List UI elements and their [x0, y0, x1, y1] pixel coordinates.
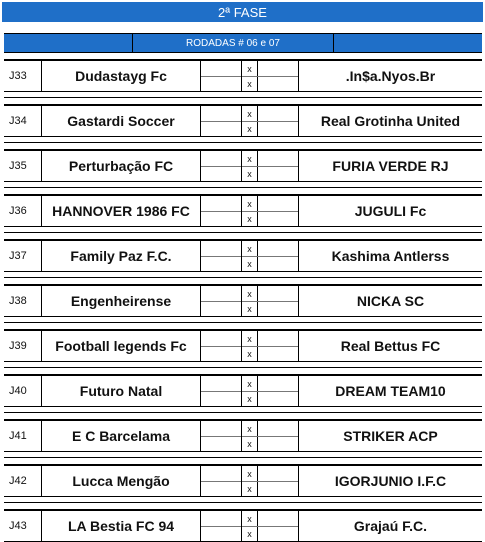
away-score-cell[interactable]: [257, 241, 298, 271]
match-code: J37: [4, 241, 42, 271]
match-code: J35: [4, 151, 42, 181]
versus-cell: [241, 106, 258, 136]
versus-mark: x: [247, 513, 252, 524]
home-score-cell[interactable]: [201, 151, 241, 181]
row-spacer: [4, 232, 482, 240]
versus-mark: x: [247, 168, 252, 179]
match-code: J39: [4, 331, 42, 361]
match-row: [4, 277, 482, 315]
versus-cell: [241, 286, 258, 316]
match-row: [4, 457, 482, 495]
match-line: [4, 105, 482, 137]
away-score-cell[interactable]: [257, 376, 298, 406]
away-team: .In$a.Nyos.Br: [298, 61, 482, 91]
versus-mark: x: [247, 108, 252, 119]
versus-mark: x: [247, 258, 252, 269]
match-line: [4, 375, 482, 407]
versus-mark: x: [247, 483, 252, 494]
match-row: [4, 97, 482, 135]
home-score-cell[interactable]: [201, 421, 241, 451]
versus-mark: x: [247, 123, 252, 134]
versus-mark: x: [247, 528, 252, 539]
home-team: Lucca Mengão: [42, 466, 201, 496]
match-line: [4, 195, 482, 227]
home-team: Family Paz F.C.: [42, 241, 201, 271]
row-spacer: [4, 52, 482, 60]
versus-mark: x: [247, 438, 252, 449]
away-team: FURIA VERDE RJ: [298, 151, 482, 181]
versus-mark: x: [247, 288, 252, 299]
match-code: J43: [4, 511, 42, 541]
home-team: Engenheirense: [42, 286, 201, 316]
match-row: [4, 52, 482, 90]
versus-mark: x: [247, 423, 252, 434]
match-line: [4, 330, 482, 362]
versus-mark: x: [247, 78, 252, 89]
row-spacer: [4, 142, 482, 150]
row-spacer: [4, 457, 482, 465]
away-score-cell[interactable]: [257, 106, 298, 136]
versus-mark: x: [247, 333, 252, 344]
row-spacer: [4, 502, 482, 510]
home-team: Perturbação FC: [42, 151, 201, 181]
match-line: [4, 510, 482, 542]
away-score-cell[interactable]: [257, 466, 298, 496]
match-code: J40: [4, 376, 42, 406]
home-score-cell[interactable]: [201, 511, 241, 541]
versus-cell: [241, 61, 258, 91]
versus-cell: [241, 421, 258, 451]
match-code: J42: [4, 466, 42, 496]
away-team: IGORJUNIO I.F.C: [298, 466, 482, 496]
rounds-label: RODADAS # 06 e 07: [132, 34, 334, 53]
match-line: [4, 285, 482, 317]
home-team: Futuro Natal: [42, 376, 201, 406]
versus-mark: x: [247, 63, 252, 74]
home-score-cell[interactable]: [201, 466, 241, 496]
match-row: [4, 412, 482, 450]
versus-mark: x: [247, 303, 252, 314]
away-team: DREAM TEAM10: [298, 376, 482, 406]
home-team: Gastardi Soccer: [42, 106, 201, 136]
match-code: J38: [4, 286, 42, 316]
home-score-cell[interactable]: [201, 106, 241, 136]
away-score-cell[interactable]: [257, 286, 298, 316]
versus-cell: [241, 376, 258, 406]
versus-mark: x: [247, 468, 252, 479]
versus-mark: x: [247, 348, 252, 359]
match-row: [4, 232, 482, 270]
home-score-cell[interactable]: [201, 61, 241, 91]
versus-mark: x: [247, 198, 252, 209]
versus-cell: [241, 196, 258, 226]
match-line: [4, 60, 482, 92]
match-row: [4, 367, 482, 405]
versus-mark: x: [247, 378, 252, 389]
round-header: [4, 33, 482, 54]
away-score-cell[interactable]: [257, 196, 298, 226]
match-line: [4, 150, 482, 182]
versus-cell: [241, 241, 258, 271]
home-score-cell[interactable]: [201, 241, 241, 271]
match-code: J33: [4, 61, 42, 91]
match-line: [4, 465, 482, 497]
home-score-cell[interactable]: [201, 286, 241, 316]
match-row: [4, 187, 482, 225]
away-team: Real Bettus FC: [298, 331, 482, 361]
match-row: [4, 142, 482, 180]
away-score-cell[interactable]: [257, 511, 298, 541]
row-spacer: [4, 277, 482, 285]
versus-cell: [241, 511, 258, 541]
match-code: J36: [4, 196, 42, 226]
row-spacer: [4, 367, 482, 375]
away-team: Grajaú F.C.: [298, 511, 482, 541]
home-score-cell[interactable]: [201, 331, 241, 361]
home-team: Dudastayg Fc: [42, 61, 201, 91]
row-spacer: [4, 322, 482, 330]
away-score-cell[interactable]: [257, 421, 298, 451]
versus-cell: [241, 466, 258, 496]
home-team: HANNOVER 1986 FC: [42, 196, 201, 226]
versus-mark: x: [247, 213, 252, 224]
away-team: Real Grotinha United: [298, 106, 482, 136]
row-spacer: [4, 97, 482, 105]
home-team: LA Bestia FC 94: [42, 511, 201, 541]
match-row: [4, 322, 482, 360]
row-spacer: [4, 187, 482, 195]
versus-mark: x: [247, 393, 252, 404]
versus-cell: [241, 331, 258, 361]
home-score-cell[interactable]: [201, 196, 241, 226]
versus-mark: x: [247, 243, 252, 254]
phase-title: 2ª FASE: [2, 2, 483, 22]
versus-cell: [241, 151, 258, 181]
home-score-cell[interactable]: [201, 376, 241, 406]
match-row: [4, 502, 482, 540]
away-score-cell[interactable]: [257, 61, 298, 91]
away-score-cell[interactable]: [257, 331, 298, 361]
home-team: Football legends Fc: [42, 331, 201, 361]
match-code: J34: [4, 106, 42, 136]
match-line: [4, 240, 482, 272]
away-team: STRIKER ACP: [298, 421, 482, 451]
away-score-cell[interactable]: [257, 151, 298, 181]
versus-mark: x: [247, 153, 252, 164]
row-spacer: [4, 412, 482, 420]
away-team: JUGULI Fc: [298, 196, 482, 226]
match-code: J41: [4, 421, 42, 451]
away-team: Kashima Antlerss: [298, 241, 482, 271]
away-team: NICKA SC: [298, 286, 482, 316]
home-team: E C Barcelama: [42, 421, 201, 451]
match-line: [4, 420, 482, 452]
